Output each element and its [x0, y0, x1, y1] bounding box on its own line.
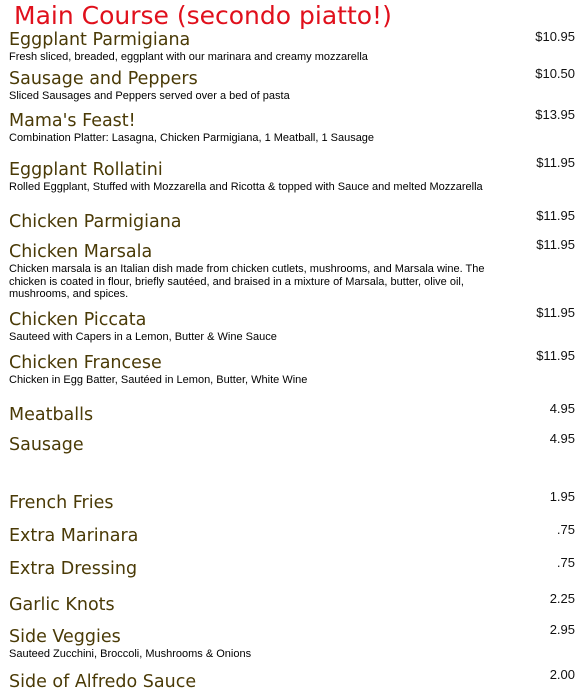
item-name: Side Veggies	[9, 627, 121, 647]
item-name: Mama's Feast!	[9, 111, 136, 131]
item-description: Sauteed with Capers in a Lemon, Butter & Wine Sauce	[9, 331, 277, 343]
item-description: Sliced Sausages and Peppers served over a bed of pasta	[9, 90, 290, 102]
item-name: Chicken Parmigiana	[9, 212, 182, 232]
item-name: Sausage and Peppers	[9, 69, 198, 89]
item-price: .75	[556, 555, 575, 570]
item-name: Extra Dressing	[9, 559, 138, 579]
item-price: $11.95	[536, 208, 575, 223]
item-price: $10.95	[535, 29, 575, 44]
item-description: Chicken in Egg Batter, Sautéed in Lemon, Butter, White Wine	[9, 374, 308, 386]
item-name: Chicken Piccata	[9, 310, 147, 330]
item-price: 4.95	[549, 431, 575, 446]
item-price: 2.95	[549, 622, 575, 637]
item-description: Combination Platter: Lasagna, Chicken Parmigiana, 1 Meatball, 1 Sausage	[9, 132, 375, 144]
item-name: Sausage	[9, 435, 84, 455]
item-description: Fresh sliced, breaded, eggplant with our marinara and creamy mozzarella	[9, 51, 368, 63]
item-name: Eggplant Parmigiana	[9, 30, 191, 50]
item-description: Rolled Eggplant, Stuffed with Mozzarella and Ricotta & topped with Sauce and melted Mozzarella	[9, 181, 483, 193]
item-name: Eggplant Rollatini	[9, 160, 163, 180]
menu-section-heading: Main Course (secondo piatto!)	[14, 1, 392, 30]
item-price: $13.95	[535, 107, 575, 122]
item-price: 2.25	[549, 591, 575, 606]
item-name: Chicken Marsala	[9, 242, 153, 262]
item-name: Extra Marinara	[9, 526, 139, 546]
item-price: 4.95	[549, 401, 575, 416]
item-description: Chicken marsala is an Italian dish made from chicken cutlets, mushrooms, and Marsala wine. The chicken is coated in flour, briefly sautéed, and braised in a mixture of Marsala, butter, olive oil, mushrooms, and spices.	[9, 263, 485, 300]
item-price: 1.95	[549, 489, 575, 504]
item-name: Side of Alfredo Sauce	[9, 672, 197, 692]
item-name: Garlic Knots	[9, 595, 115, 615]
item-name: French Fries	[9, 493, 114, 513]
item-price: 2.00	[549, 667, 575, 682]
item-description: Sauteed Zucchini, Broccoli, Mushrooms & Onions	[9, 648, 252, 660]
item-price: $11.95	[536, 237, 575, 252]
item-price: $11.95	[536, 155, 575, 170]
item-price: $10.50	[535, 66, 575, 81]
item-name: Meatballs	[9, 405, 94, 425]
item-price: .75	[556, 522, 575, 537]
item-price: $11.95	[536, 305, 575, 320]
item-price: $11.95	[536, 348, 575, 363]
item-name: Chicken Francese	[9, 353, 162, 373]
